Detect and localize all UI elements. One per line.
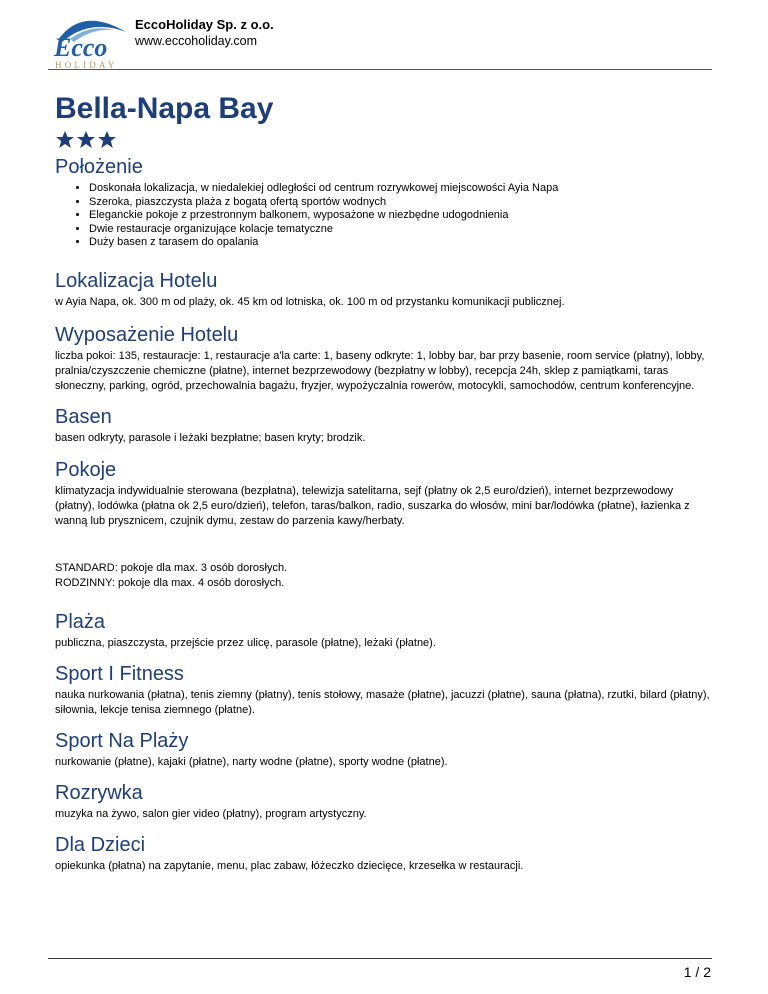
- section-text: nurkowanie (płatne), kajaki (płatne), narty wodne (płatne), sporty wodne (płatne).: [55, 755, 448, 768]
- section-polozenie: [55, 155, 715, 250]
- section-text: w Ayia Napa, ok. 300 m od plaży, ok. 45 km od lotniska, ok. 100 m od przystanku komunikacji publicznej.: [55, 295, 565, 308]
- hotel-name: Bella-Napa Bay: [55, 92, 274, 125]
- section-title: Rozrywka: [55, 781, 143, 804]
- section-pokoje: [55, 458, 715, 591]
- section-text: nauka nurkowania (płatna), tenis ziemny (płatny), tenis stołowy, masaże (płatne), jacuzzi (płatne), sauna (płatna), rzutki, bilard (płatny), siłownia, lekcje tenisa ziemnego (płatne).: [55, 688, 710, 716]
- footer-divider: [48, 958, 712, 959]
- section-title: Sport Na Plaży: [55, 729, 189, 752]
- section-text: muzyka na żywo, salon gier video (płatny), program artystyczny.: [55, 807, 367, 820]
- section-plaza: [55, 610, 715, 651]
- main-content: [55, 92, 715, 874]
- section-text: liczba pokoi: 135, restauracje: 1, restauracje a'la carte: 1, baseny odkryte: 1, lobby bar, bar przy basenie, room service (płatny), lobby, pralnia/czyszczenie chemiczne (płatne), internet bezprzewodowy (bezpłatny w lobby), recepcja 24h, sklep z pamiątkami, taras słoneczny, parking, ogród, przechowalnia bagażu, fryzjer, wypożyczalnia rowerów, motocykli, samochodów, centrum konferencyjne.: [55, 349, 705, 392]
- section-lokalizacja: [55, 269, 715, 310]
- ecco-holiday-logo: [48, 12, 130, 70]
- section-title: Basen: [55, 405, 112, 428]
- section-title: Pokoje: [55, 458, 117, 481]
- website-link[interactable]: www.eccoholiday.com: [135, 34, 258, 48]
- section-text: basen odkryty, parasole i leżaki bezpłatne; basen kryty; brodzik.: [55, 431, 366, 444]
- room-types: STANDARD: pokoje dla max. 3 osób dorosłych. RODZINNY: pokoje dla max. 4 osób dorosłych.: [55, 561, 288, 589]
- section-title: Lokalizacja Hotelu: [55, 269, 218, 292]
- list-item: • Eleganckie pokoje z przestronnym balkonem, wyposażone w niezbędne udogodnienia: [89, 209, 715, 223]
- list-item: • Duży basen z tarasem do opalania: [89, 236, 715, 250]
- svg-text:Ecco: Ecco: [54, 33, 108, 62]
- section-text: publiczna, piaszczysta, przejście przez ulicę, parasole (płatne), leżaki (płatne).: [55, 636, 436, 649]
- star-icon: [55, 130, 75, 150]
- section-sport-plaza: [55, 729, 715, 770]
- section-rozrywka: [55, 781, 715, 822]
- page-header: [48, 12, 712, 70]
- section-title: Plaża: [55, 610, 106, 633]
- list-item: • Szeroka, piaszczysta plaża z bogatą ofertą sportów wodnych: [89, 196, 715, 210]
- star-icon: [97, 130, 117, 150]
- section-sport-fitness: [55, 662, 715, 718]
- svg-text:HOLIDAY: HOLIDAY: [55, 60, 118, 70]
- section-wyposazenie: [55, 323, 715, 394]
- company-name: EccoHoliday Sp. z o.o.: [135, 17, 274, 32]
- section-title: Dla Dzieci: [55, 833, 146, 856]
- section-title: Położenie: [55, 156, 143, 178]
- page-number: 1 / 2: [683, 964, 711, 980]
- header-divider: [48, 69, 712, 70]
- star-icon: [76, 130, 96, 150]
- section-dzieci: [55, 833, 715, 874]
- star-rating: [55, 130, 715, 154]
- list-item: • Doskonała lokalizacja, w niedalekiej odległości od centrum rozrywkowej miejscowości Ayia Napa: [89, 182, 715, 196]
- section-text: klimatyzacja indywidualnie sterowana (bezpłatna), telewizja satelitarna, sejf (płatny ok 2,5 euro/dzień), internet bezprzewodowy (płatny), lodówka (płatna ok 2,5 euro/dzień), telefon, taras/balkon, radio, suszarka do włosów, mini bar/lodówka (płatne), łazienka z wanną lub prysznicem, czujnik dymu, zestaw do parzenia kawy/herbaty.: [55, 484, 690, 527]
- section-basen: [55, 405, 715, 446]
- list-item: • Dwie restauracje organizujące kolacje tematyczne: [89, 223, 715, 237]
- section-title: Wyposażenie Hotelu: [55, 323, 239, 346]
- section-text: opiekunka (płatna) na zapytanie, menu, plac zabaw, łóżeczko dziecięce, krzesełka w restauracji.: [55, 859, 524, 872]
- section-title: Sport I Fitness: [55, 662, 184, 685]
- highlights-list: [55, 182, 715, 250]
